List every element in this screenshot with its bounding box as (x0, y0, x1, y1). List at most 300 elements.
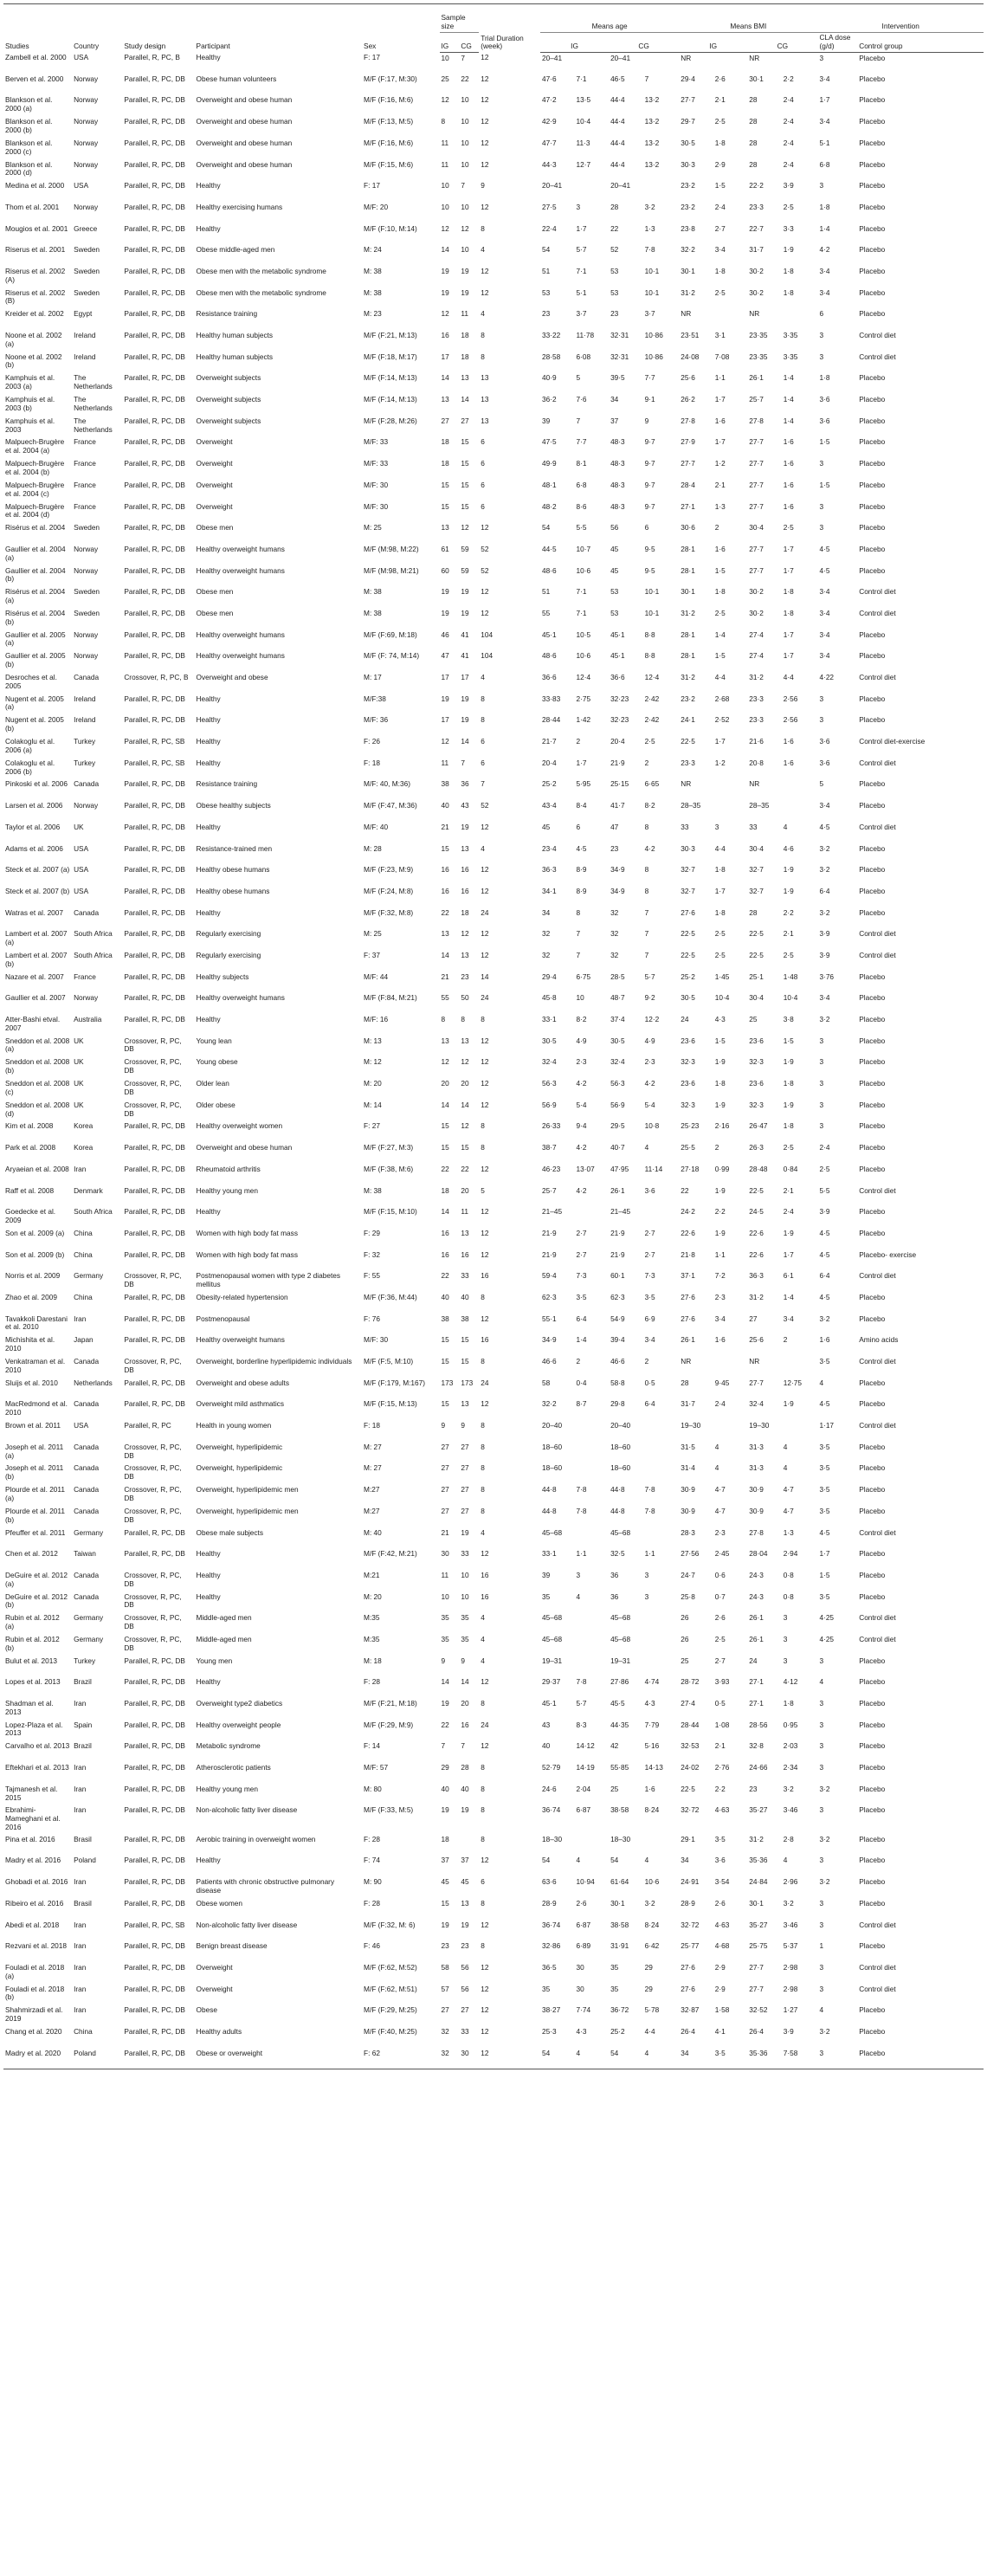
cell-control-group: Placebo (859, 1506, 886, 1515)
cell-design: Parallel, R, PC, DB (124, 2026, 185, 2036)
cell-bmi-cg-sd: 3·4 (783, 1314, 794, 1323)
cell-sex: M/F (F:15, M:10) (364, 1207, 417, 1217)
table-row (3, 1548, 984, 1570)
cell-age-ig-mean: 32·2 (542, 1399, 557, 1409)
cell-age-ig-sd: 8·1 (576, 459, 587, 468)
cell-study: Eftekhari et al. 2013 (5, 1763, 69, 1772)
cell-participant: Obese middle-aged men (196, 245, 275, 255)
cell-participant: Healthy overweight humans (196, 629, 285, 639)
cell-bmi-cg-sd: 2·98 (783, 1962, 798, 1972)
cell-bmi-ig-sd: 2·6 (714, 74, 726, 83)
cell-cla-dose: 3·2 (819, 907, 830, 917)
cell-country: Norway (74, 74, 99, 83)
cell-bmi-ig-sd: 2·5 (714, 117, 726, 126)
cell-participant: Healthy overweight people (196, 1720, 281, 1729)
cell-sample-cg: 8 (461, 1015, 465, 1023)
cell-cla-dose: 1·8 (819, 373, 830, 383)
cell-control-group: Placebo (859, 523, 886, 533)
cell-age-cg-mean: 38·58 (610, 1805, 629, 1815)
table-row (3, 608, 984, 629)
cell-bmi-cg-mean: 25·1 (749, 972, 764, 981)
cell-participant: Healthy (196, 822, 221, 831)
cell-control-group: Placebo (859, 95, 886, 105)
cell-age-ig-sd: 7·3 (576, 1271, 587, 1281)
cell-bmi-ig-mean: 22·5 (681, 929, 695, 939)
cell-sample-cg (459, 1834, 479, 1856)
cell-sex: M: 17 (364, 673, 382, 681)
cell-age-cg-sd: 4·2 (644, 1079, 655, 1088)
cell-duration: 8 (481, 1015, 485, 1023)
table-row (3, 1855, 984, 1876)
cell-age-ig-sd: 4·9 (576, 1036, 587, 1045)
cell-bmi-cg-mean: 30·2 (749, 287, 764, 297)
table-row (3, 1185, 984, 1207)
cell-study: Ribeiro et al. 2016 (5, 1898, 64, 1908)
cell-participant: Obese men with the metabolic syndrome (196, 287, 326, 297)
cell-age-cg-mean: 45·5 (610, 1699, 625, 1708)
cell-bmi-cg-sd: 4 (783, 1442, 788, 1451)
cell-bmi-cg-sd: 1·9 (783, 1100, 794, 1109)
cell-age-ig-mean: 47·7 (542, 138, 557, 147)
cell-design: Crossover, R, PC, DB (124, 1591, 182, 1610)
cell-cla-dose: 5·5 (819, 1185, 830, 1195)
cell-study: Watras et al. 2007 (5, 907, 64, 917)
cell-sex: M:35 (364, 1634, 380, 1643)
cell-age-ig-sd (575, 1612, 610, 1634)
cell-design: Parallel, R, PC, DB (124, 1834, 185, 1843)
cell-age-cg-mean: 62·3 (610, 1292, 625, 1301)
cell-sex: M/F: 16 (364, 1015, 389, 1023)
cell-bmi-cg-sd: 2·4 (783, 138, 794, 147)
cell-sex: M/F (F:62, M:51) (364, 1984, 417, 1993)
cell-sex: M/F (F:47, M:36) (364, 801, 417, 810)
cell-design: Parallel, R, PC, DB (124, 1249, 185, 1259)
cell-design: Parallel, R, PC, DB (124, 694, 185, 703)
cell-age-cg-mean: 52 (610, 245, 619, 255)
cell-design: Parallel, R, PC, DB (124, 245, 185, 255)
cell-participant: Healthy exercising humans (196, 202, 283, 211)
cell-cla-dose: 3 (819, 1699, 824, 1708)
cell-sample-cg: 41 (461, 629, 469, 639)
cell-design: Parallel, R, PC, DB (124, 1656, 185, 1665)
cell-participant: Healthy young men (196, 1185, 259, 1195)
cell-sex: M: 24 (364, 245, 382, 255)
cell-country: Iran (74, 1920, 87, 1929)
cell-sex: F: 18 (364, 758, 380, 767)
cell-duration: 8 (481, 1485, 485, 1495)
table-row (3, 1270, 984, 1292)
cell-study: Lopez-Plaza et al. 2013 (5, 1720, 63, 1738)
cell-age-cg-mean: 18–60 (610, 1442, 631, 1451)
cell-age-cg-sd: 8·8 (644, 651, 655, 661)
cell-study: Sneddon et al. 2008 (b) (5, 1057, 70, 1075)
cell-cla-dose: 3·4 (819, 587, 830, 597)
cell-design: Parallel, R, PC, DB (124, 395, 185, 404)
cell-bmi-ig-mean: 24·08 (681, 352, 700, 361)
table-row (3, 1784, 984, 1805)
cell-sample-ig: 15 (441, 501, 449, 511)
cell-age-ig-sd: 1·1 (576, 1549, 587, 1559)
cell-age-cg-sd: 11·14 (644, 1164, 663, 1173)
cell-sex: M/F (F:24, M:8) (364, 886, 414, 895)
cell-participant: Healthy (196, 1015, 221, 1023)
cell-cla-dose: 6·4 (819, 886, 830, 895)
cell-age-ig-mean: 34·1 (542, 886, 557, 895)
cell-age-ig-sd: 14·12 (576, 1741, 595, 1751)
cell-control-group: Placebo (857, 2048, 984, 2069)
cell-bmi-cg-mean: 28·56 (749, 1720, 768, 1729)
cell-bmi-cg-mean: 24·3 (749, 1591, 764, 1601)
cell-country: Norway (74, 651, 99, 661)
cell-age-ig-sd: 2·04 (576, 1784, 591, 1793)
cell-age-cg-mean: 36 (610, 1570, 619, 1579)
cell-age-ig-sd: 6·4 (576, 1314, 587, 1323)
cell-sex: M/F (F:28, M:26) (364, 416, 417, 425)
cell-sample-ig: 22 (441, 1271, 449, 1281)
cell-control-group: Placebo (859, 287, 886, 297)
cell-cla-dose: 3 (819, 1984, 824, 1993)
cell-sample-ig: 18 (441, 437, 449, 447)
cell-age-ig-mean: 33·83 (542, 694, 561, 703)
cell-design: Parallel, R, PC, DB (124, 1984, 185, 1993)
cell-age-cg-mean: 22 (610, 223, 619, 233)
cell-bmi-cg-mean: 22·2 (749, 181, 764, 190)
cell-bmi-cg-sd: 2·4 (783, 95, 794, 105)
cell-bmi-ig-mean: 30·1 (681, 587, 695, 597)
cell-bmi-ig-mean: 30·1 (681, 266, 695, 275)
cell-participant: Healthy obese humans (196, 886, 270, 895)
cell-bmi-ig-sd: 1·08 (714, 1720, 730, 1729)
cell-country: France (74, 480, 96, 489)
cell-sample-cg: 22 (461, 74, 469, 83)
cell-bmi-ig-mean: 22·5 (681, 737, 695, 746)
cell-study: Raff et al. 2008 (5, 1185, 55, 1195)
cell-bmi-ig-mean: 28–35 (681, 801, 701, 810)
cell-bmi-cg-sd: 3·2 (783, 1784, 794, 1793)
cell-age-ig-mean: 55·1 (542, 1314, 557, 1323)
cell-sample-ig: 60 (441, 565, 449, 575)
table-row (3, 629, 984, 651)
cell-participant: Healthy (196, 1207, 221, 1217)
cell-bmi-ig-mean: 25·23 (681, 1121, 700, 1131)
cell-bmi-ig-sd: 1·1 (714, 1249, 726, 1259)
cell-age-ig-mean: 21–45 (542, 1207, 563, 1217)
cell-participant: Overweight (196, 480, 233, 489)
table-row (3, 2048, 984, 2069)
cell-country: Norway (74, 117, 99, 126)
cell-bmi-ig-mean: 27·6 (681, 1314, 695, 1323)
cell-bmi-ig-sd (713, 778, 748, 800)
cell-age-cg-mean: 20–41 (610, 53, 631, 62)
cell-control-group: Placebo (859, 1036, 886, 1045)
cell-age-ig-mean: 36·2 (542, 395, 557, 404)
cell-control-group: Placebo (859, 159, 886, 169)
cell-country: Canada (74, 1442, 100, 1451)
cell-country: Norway (74, 544, 99, 553)
cell-bmi-ig-sd: 1·45 (714, 972, 730, 981)
cell-age-ig-mean: 55 (542, 608, 551, 617)
cell-bmi-cg-sd: 1·6 (783, 437, 794, 447)
cell-sample-cg: 7 (461, 1741, 465, 1751)
cell-duration: 104 (481, 651, 494, 661)
cell-bmi-ig-sd: 0·5 (714, 1699, 726, 1708)
cell-sample-ig: 27 (441, 1485, 449, 1495)
cell-sample-ig: 13 (441, 395, 449, 404)
cell-design: Crossover, R, PC, DB (124, 1634, 182, 1652)
cell-design: Crossover, R, PC, DB (124, 1485, 182, 1502)
cell-study: Park et al. 2008 (5, 1143, 56, 1152)
cell-bmi-cg-sd: 1·6 (783, 501, 794, 511)
cell-bmi-cg-sd: 1·7 (783, 1249, 794, 1259)
cell-bmi-cg-sd: 2·96 (783, 1877, 798, 1887)
cell-duration: 12 (481, 1549, 489, 1559)
cell-sample-ig: 21 (441, 1527, 449, 1537)
cell-bmi-cg-mean: 31·7 (749, 245, 764, 255)
cell-control-group: Placebo (859, 801, 886, 810)
cell-age-cg-mean: 47·95 (610, 1164, 629, 1173)
cell-bmi-ig-mean: 26 (681, 1634, 689, 1643)
cell-bmi-cg-sd: 4 (783, 1463, 788, 1473)
cell-age-cg-mean: 25·2 (610, 2026, 625, 2036)
cell-study: Blankson et al. 2000 (b) (5, 117, 53, 134)
table-row (3, 138, 984, 159)
cell-bmi-cg-mean: 27·8 (749, 416, 764, 425)
cell-bmi-cg-mean: 21·6 (749, 737, 764, 746)
cell-bmi-ig-sd: 0·7 (714, 1591, 726, 1601)
table-row (3, 1014, 984, 1036)
cell-cla-dose: 1·7 (819, 95, 830, 105)
cell-study: Ebrahimi-Mameghani et al. 2016 (5, 1805, 61, 1831)
cell-bmi-ig-sd: 3 (714, 822, 719, 831)
cell-sex: M: 25 (364, 929, 382, 939)
cell-study: Pinkoski et al. 2006 (5, 779, 68, 789)
cell-sample-ig: 8 (441, 117, 446, 126)
cell-sample-ig: 25 (441, 74, 449, 83)
cell-bmi-cg-mean: 22·6 (749, 1249, 764, 1259)
cell-study: Noone et al. 2002 (b) (5, 352, 62, 370)
cell-age-ig-mean: 29·37 (542, 1677, 561, 1687)
cell-study: Brown et al. 2011 (5, 1421, 61, 1430)
cell-participant: Healthy (196, 715, 221, 725)
cell-bmi-cg-sd: 1·3 (783, 1527, 794, 1537)
cell-age-ig-sd: 12·7 (576, 159, 591, 169)
cell-participant: Healthy human subjects (196, 331, 274, 339)
cell-age-ig-sd: 9·4 (576, 1121, 587, 1131)
cell-cla-dose: 2·4 (819, 1143, 830, 1152)
cell-age-cg-mean: 53 (610, 287, 619, 297)
cell-bmi-ig-mean: 23·51 (681, 331, 700, 339)
cell-cla-dose: 3 (819, 1036, 824, 1045)
cell-bmi-cg-sd (782, 52, 818, 74)
cell-control-group: Control diet (859, 1185, 896, 1195)
cell-age-cg-mean: 44·4 (610, 117, 625, 126)
cell-sample-ig: 13 (441, 929, 449, 939)
cell-design: Parallel, R, PC, DB (124, 1121, 185, 1131)
cell-control-group: Placebo (859, 1314, 886, 1323)
cell-sample-ig: 32 (441, 2026, 449, 2036)
header-intervention: Intervention (817, 4, 984, 33)
cell-sex: M:35 (364, 1613, 380, 1623)
cell-control-group: Control diet (859, 1271, 896, 1281)
cell-duration: 4 (481, 843, 485, 853)
cell-study: Rezvani et al. 2018 (5, 1941, 68, 1951)
cell-age-cg-sd: 7·8 (644, 245, 655, 255)
cell-sample-ig: 18 (441, 1834, 449, 1843)
cell-bmi-cg-mean: 27·7 (749, 480, 764, 489)
cell-sample-ig: 15 (441, 1143, 449, 1152)
cell-bmi-cg-mean: 26·3 (749, 1143, 764, 1152)
cell-age-cg-mean: 25·15 (610, 779, 629, 789)
cell-design: Crossover, R, PC, DB (124, 1570, 182, 1588)
cell-age-ig-mean: 22·4 (542, 223, 557, 233)
cell-age-cg-mean: 31·91 (610, 1941, 629, 1951)
cell-country: Brazil (74, 1677, 92, 1687)
cell-bmi-cg-mean: 27·7 (749, 1962, 764, 1972)
cell-control-group: Placebo (859, 1292, 886, 1301)
cell-sex: M/F (F:15, M:6) (364, 159, 414, 169)
cell-control-group: Placebo (859, 437, 886, 447)
cell-bmi-ig-sd: 9·45 (714, 1378, 730, 1387)
cell-design: Crossover, R, PC, DB (124, 1506, 182, 1524)
cell-design: Parallel, R, PC, DB (124, 1856, 185, 1865)
cell-control-group: Control diet (859, 822, 896, 831)
cell-bmi-ig-sd: 3·6 (714, 1856, 726, 1865)
cell-bmi-ig-mean: 27·8 (681, 416, 695, 425)
cell-control-group: Placebo (859, 1228, 886, 1237)
cell-control-group: Placebo (859, 309, 886, 319)
cell-age-ig-mean: 44·8 (542, 1485, 557, 1495)
cell-bmi-cg-sd: 4 (783, 1856, 788, 1865)
cell-study: Shahmirzadi et al. 2019 (5, 2005, 63, 2024)
cell-duration: 9 (481, 181, 485, 190)
cell-bmi-ig-sd: 2·9 (714, 1984, 726, 1993)
cell-design: Parallel, R, PC, DB (124, 544, 185, 553)
cell-age-cg-sd: 4·3 (644, 1699, 655, 1708)
cell-country: The Netherlands (74, 373, 113, 391)
cell-cla-dose: 1·8 (819, 202, 830, 211)
cell-age-cg-mean: 41·7 (610, 801, 625, 810)
cell-cla-dose: 1·6 (819, 1335, 830, 1345)
cell-design: Parallel, R, PC, DB (124, 651, 185, 661)
cell-age-cg-sd: 13·2 (644, 95, 660, 105)
cell-cla-dose: 4·25 (819, 1634, 835, 1643)
cell-sample-ig: 20 (441, 1079, 449, 1088)
cell-age-cg-sd: 9·7 (644, 501, 655, 511)
cell-country: Turkey (74, 737, 96, 746)
cell-country: Canada (74, 1591, 100, 1601)
cell-sex: F: 18 (364, 1421, 380, 1430)
cell-design: Parallel, R, PC (124, 1421, 171, 1430)
cell-sample-ig: 10 (441, 1591, 449, 1601)
cell-age-cg-mean: 45·1 (610, 651, 625, 661)
cell-study: Gaullier et al. 2005 (b) (5, 651, 66, 669)
cell-age-ig-mean: 34·9 (542, 1335, 557, 1345)
cell-age-ig-mean: 44·5 (542, 544, 557, 553)
cell-cla-dose: 1·17 (819, 1421, 835, 1430)
cell-study: Nugent et al. 2005 (b) (5, 715, 64, 733)
cell-country: Iran (74, 1314, 87, 1323)
cell-age-ig-sd: 4·3 (576, 2026, 587, 2036)
cell-bmi-cg-mean: 20·8 (749, 758, 764, 767)
cell-bmi-cg-sd: 1·9 (783, 865, 794, 875)
table-row (3, 223, 984, 245)
cell-age-cg-sd: 29 (644, 1962, 653, 1972)
cell-age-ig-mean: 59·4 (542, 1271, 557, 1281)
cell-bmi-cg-mean: 35·27 (749, 1920, 768, 1929)
table-row (3, 501, 984, 523)
cell-country: South Africa (74, 1207, 113, 1217)
cell-control-group: Control diet (859, 950, 896, 959)
cell-bmi-ig-mean: 24·91 (681, 1877, 700, 1887)
cell-bmi-ig-sd: 4·4 (714, 673, 726, 681)
cell-sample-cg: 19 (461, 694, 469, 703)
cell-participant: Regularly exercising (196, 929, 261, 939)
cell-age-ig-sd: 5·4 (576, 1100, 587, 1109)
cell-bmi-cg-sd: 3 (783, 1656, 788, 1665)
cell-duration: 12 (481, 287, 489, 297)
cell-participant: Regularly exercising (196, 950, 261, 959)
cell-control-group: Placebo (859, 1784, 886, 1793)
cell-bmi-ig-sd: 2·1 (714, 95, 726, 105)
cell-age-cg-mean: 30·1 (610, 1898, 625, 1908)
cell-age-cg-mean: 54 (609, 2048, 643, 2069)
table-row (3, 1249, 984, 1271)
cell-cla-dose: 3·2 (819, 1015, 830, 1023)
cell-participant: Healthy (196, 737, 221, 746)
cell-participant: Obese male subjects (196, 1527, 264, 1537)
cell-participant: Healthy (196, 1856, 221, 1865)
cell-control-group: Placebo (859, 1834, 886, 1843)
cell-country: Spain (74, 1720, 93, 1729)
cell-age-cg-sd (643, 180, 680, 202)
cell-age-ig-sd (575, 1656, 610, 1677)
cell-design: Parallel, R, PC, DB (124, 801, 185, 810)
cell-sample-cg: 19 (461, 266, 469, 275)
cell-participant: Overweight and obese human (196, 159, 293, 169)
cell-bmi-ig-sd: 4·7 (714, 1485, 726, 1495)
cell-age-ig-mean: 45·1 (542, 629, 557, 639)
cell-bmi-ig-mean: 23·3 (681, 758, 695, 767)
cell-participant: Older obese (196, 1100, 235, 1109)
cell-bmi-ig-sd: 1·7 (714, 395, 726, 404)
cell-cla-dose: 3 (819, 1100, 824, 1109)
cell-duration: 13 (481, 373, 489, 383)
cell-sample-ig: 18 (441, 1185, 449, 1195)
cell-sample-ig: 22 (441, 1164, 449, 1173)
cell-sample-ig: 10 (441, 202, 449, 211)
cell-bmi-cg-mean: 25 (749, 1015, 758, 1023)
cell-cla-dose: 5 (819, 779, 824, 789)
cell-country: Germany (74, 1634, 104, 1643)
cell-bmi-ig-sd: 1·1 (714, 373, 726, 383)
cell-age-cg-sd: 8·2 (644, 801, 655, 810)
cell-bmi-ig-sd: 2·5 (714, 287, 726, 297)
cell-study: Gaullier et al. 2005 (a) (5, 629, 66, 648)
cell-bmi-cg-sd: 1·5 (783, 1036, 794, 1045)
cell-bmi-cg-sd: 1·4 (783, 1292, 794, 1301)
cell-country: South Africa (74, 950, 113, 959)
cell-duration: 8 (481, 715, 485, 725)
cell-control-group: Placebo (859, 1100, 886, 1109)
cell-study: Kim et al. 2008 (5, 1121, 54, 1131)
cell-duration: 16 (481, 1591, 489, 1601)
cell-bmi-cg-sd: 2·4 (783, 1207, 794, 1217)
cell-sample-cg: 18 (461, 352, 469, 361)
cell-sample-ig: 16 (441, 1228, 449, 1237)
cell-participant: Overweight and obese human (196, 95, 293, 105)
cell-age-ig-mean: 42·9 (542, 117, 557, 126)
cell-sample-ig: 40 (441, 1292, 449, 1301)
